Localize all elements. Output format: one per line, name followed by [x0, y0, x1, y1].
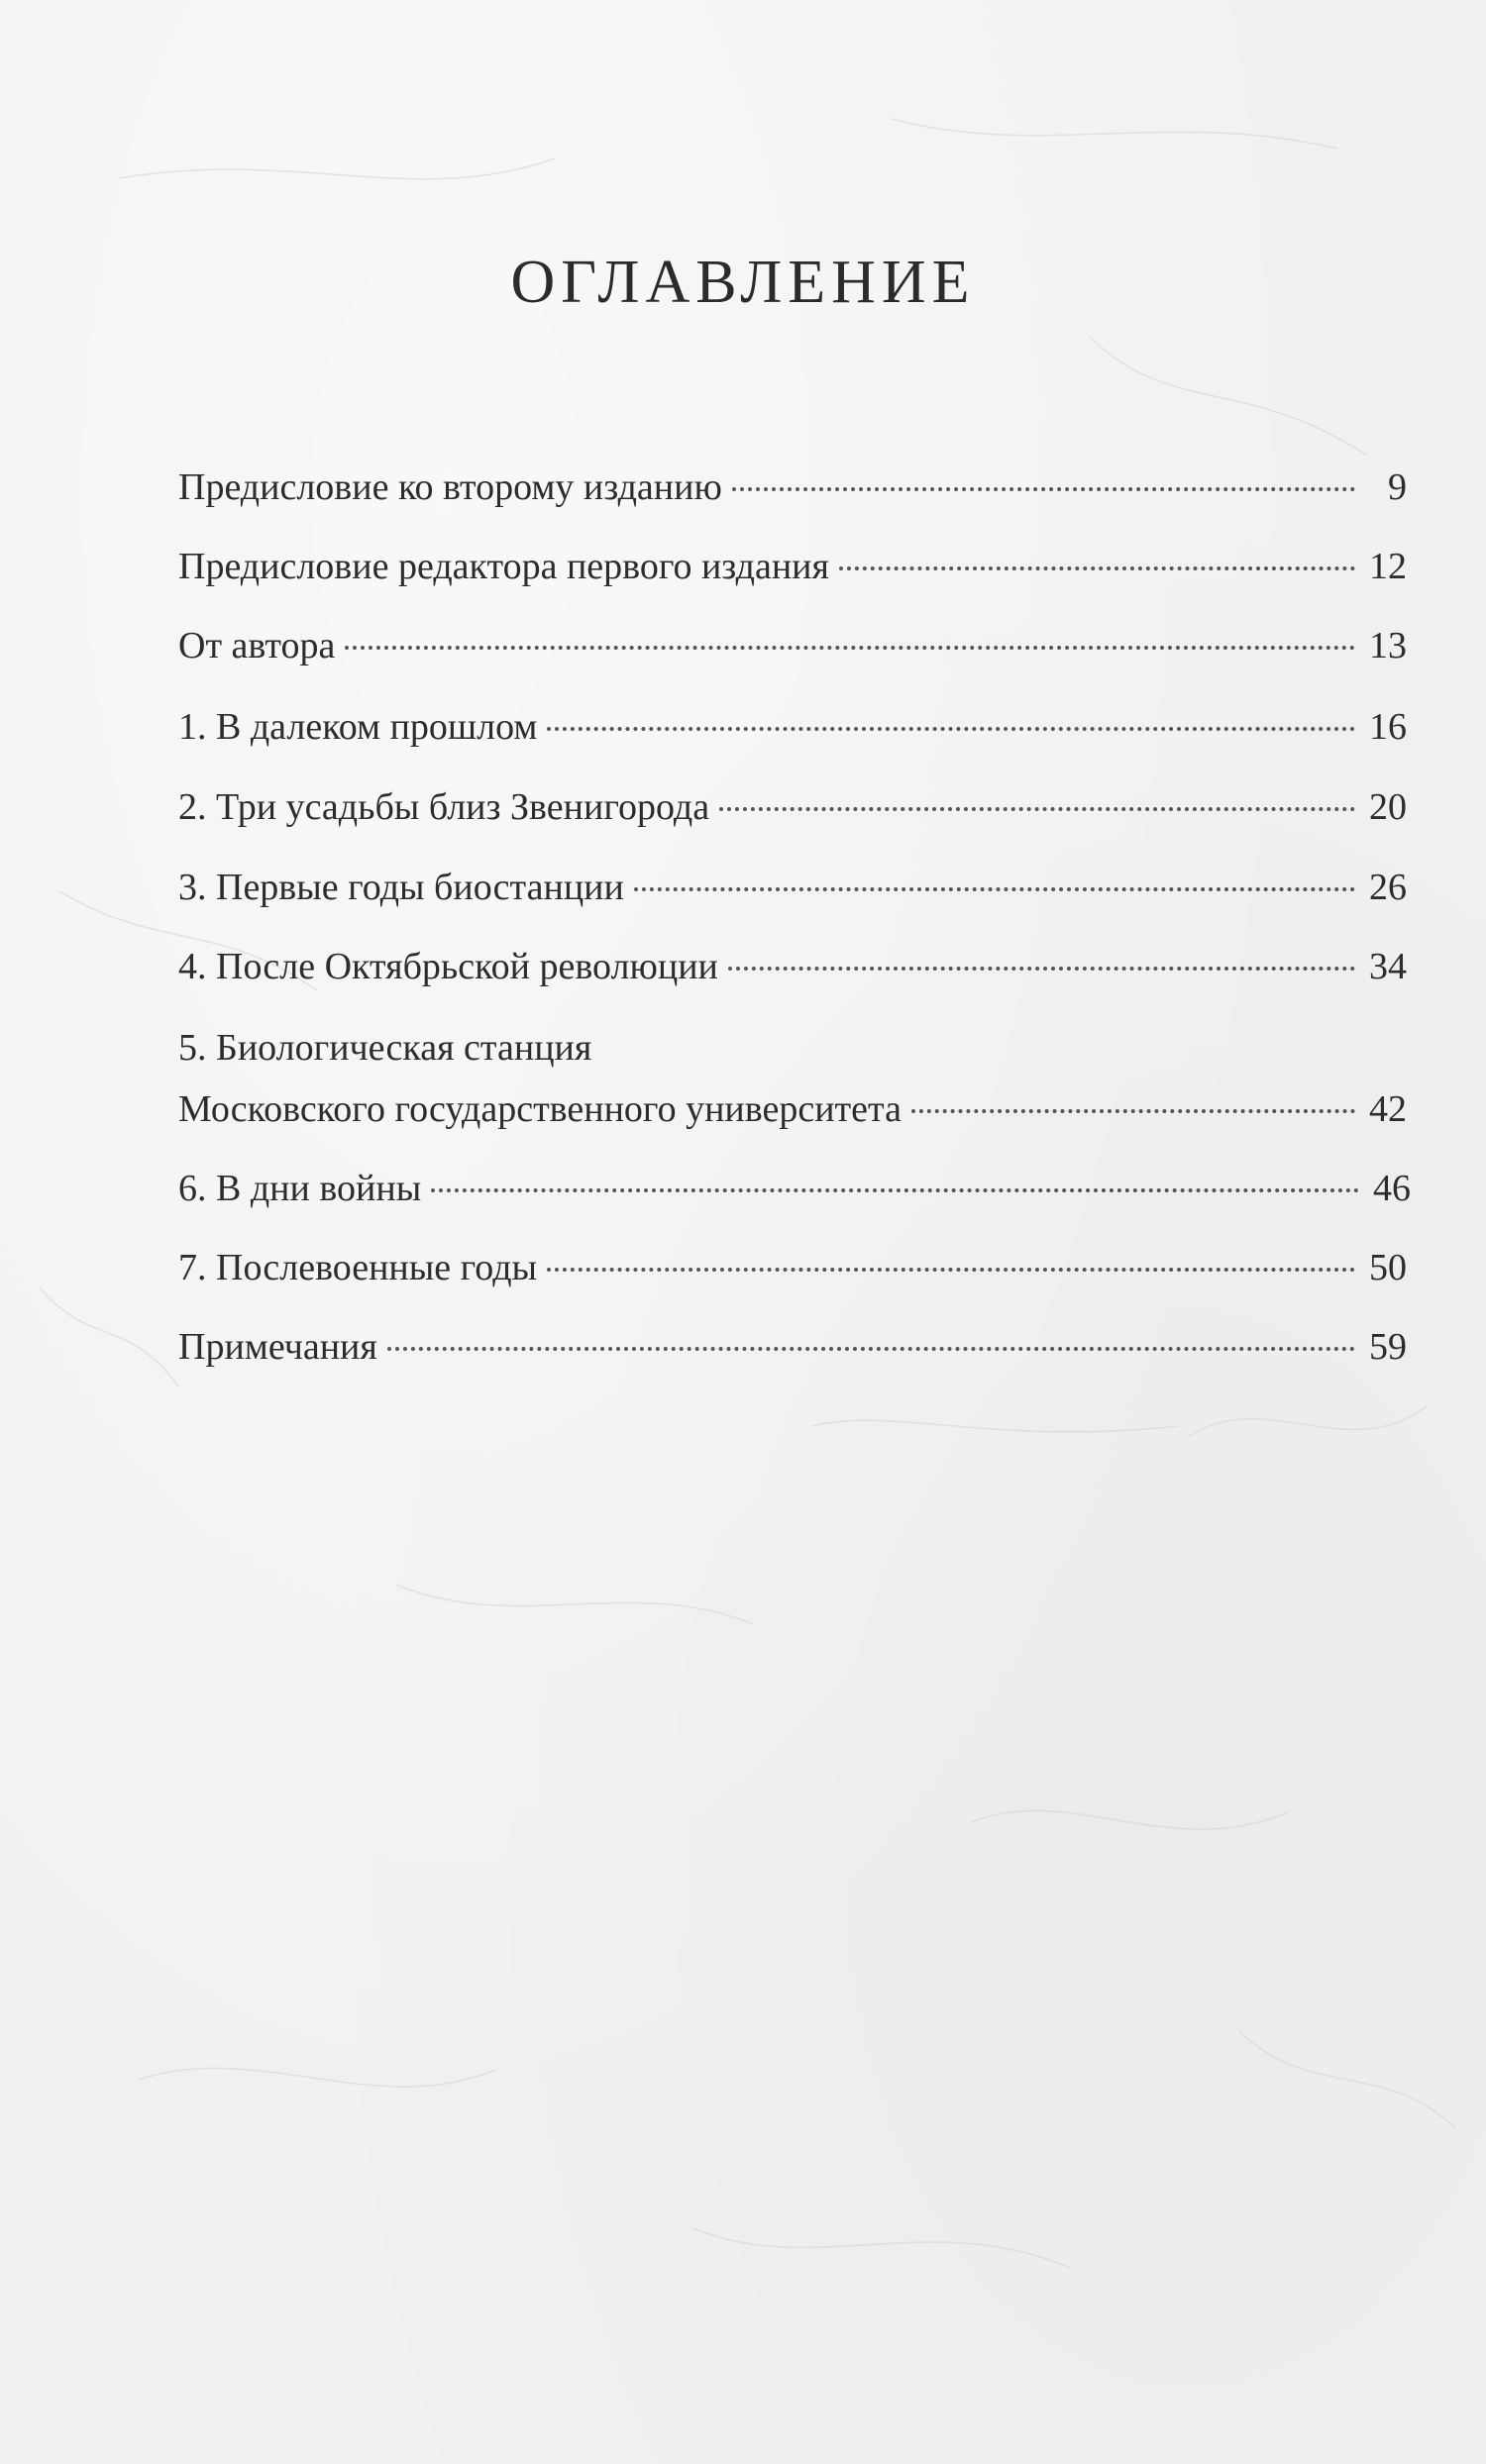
dot-leader: [431, 1188, 1359, 1192]
toc-entry-page: 9: [1388, 466, 1407, 508]
toc-entry-label: 2. Три усадьбы близ Звенигорода: [178, 786, 710, 828]
toc-entry-page: 59: [1369, 1326, 1407, 1368]
toc-entry-preface-second-edition: [178, 458, 1407, 517]
toc-entry-page: 20: [1369, 786, 1407, 828]
dot-leader: [732, 487, 1355, 491]
toc-entry-page: 34: [1369, 946, 1407, 987]
toc-entry-from-author: [178, 616, 1407, 675]
toc-entry-chapter-5: [178, 1079, 1407, 1139]
toc-entry-label: 6. В дни войны: [178, 1168, 422, 1209]
dot-leader: [634, 887, 1355, 891]
toc-entry-label: Предисловие редактора первого издания: [178, 546, 829, 587]
toc-entry-chapter-7: [178, 1238, 1407, 1297]
toc-entry-chapter-5-line1: 5. Биологическая станция: [178, 1027, 592, 1069]
dot-leader: [387, 1347, 1355, 1351]
toc-entry-chapter-1: [178, 697, 1407, 757]
dot-leader: [839, 566, 1355, 570]
toc-entry-label: Примечания: [178, 1326, 377, 1368]
toc-entry-label: Московского государственного университета: [178, 1088, 902, 1130]
toc-entry-notes: [178, 1317, 1407, 1377]
dot-leader: [345, 646, 1355, 650]
toc-entry-label: 3. Первые годы биостанции: [178, 867, 624, 908]
dot-leader: [547, 1268, 1355, 1272]
toc-entry-chapter-2: [178, 777, 1407, 837]
toc-entry-page: 46: [1373, 1168, 1411, 1209]
toc-entry-label: От автора: [178, 625, 336, 667]
toc-entry-preface-editor: [178, 537, 1407, 596]
toc-entry-label: Предисловие ко второму изданию: [178, 466, 722, 508]
toc-entry-page: 26: [1369, 867, 1407, 908]
toc-entry-chapter-4: [178, 937, 1407, 996]
toc-entry-label: 7. Послевоенные годы: [178, 1247, 538, 1288]
dot-leader: [719, 807, 1355, 811]
toc-entry-label: 1. В далеком прошлом: [178, 706, 538, 748]
dot-leader: [911, 1109, 1355, 1113]
toc-entry-label: 4. После Октябрьской революции: [178, 946, 718, 987]
dot-leader: [547, 727, 1355, 731]
toc-entry-chapter-6: [178, 1159, 1411, 1218]
toc-entry-chapter-3: [178, 858, 1407, 917]
toc-entry-page: 42: [1369, 1088, 1407, 1130]
toc-entry-page: 16: [1369, 706, 1407, 748]
toc-entry-page: 50: [1369, 1247, 1407, 1288]
page-title: ОГЛАВЛЕНИЕ: [510, 249, 976, 316]
dot-leader: [728, 967, 1355, 971]
toc-entry-page: 12: [1369, 546, 1407, 587]
toc-entry-page: 13: [1369, 625, 1407, 667]
